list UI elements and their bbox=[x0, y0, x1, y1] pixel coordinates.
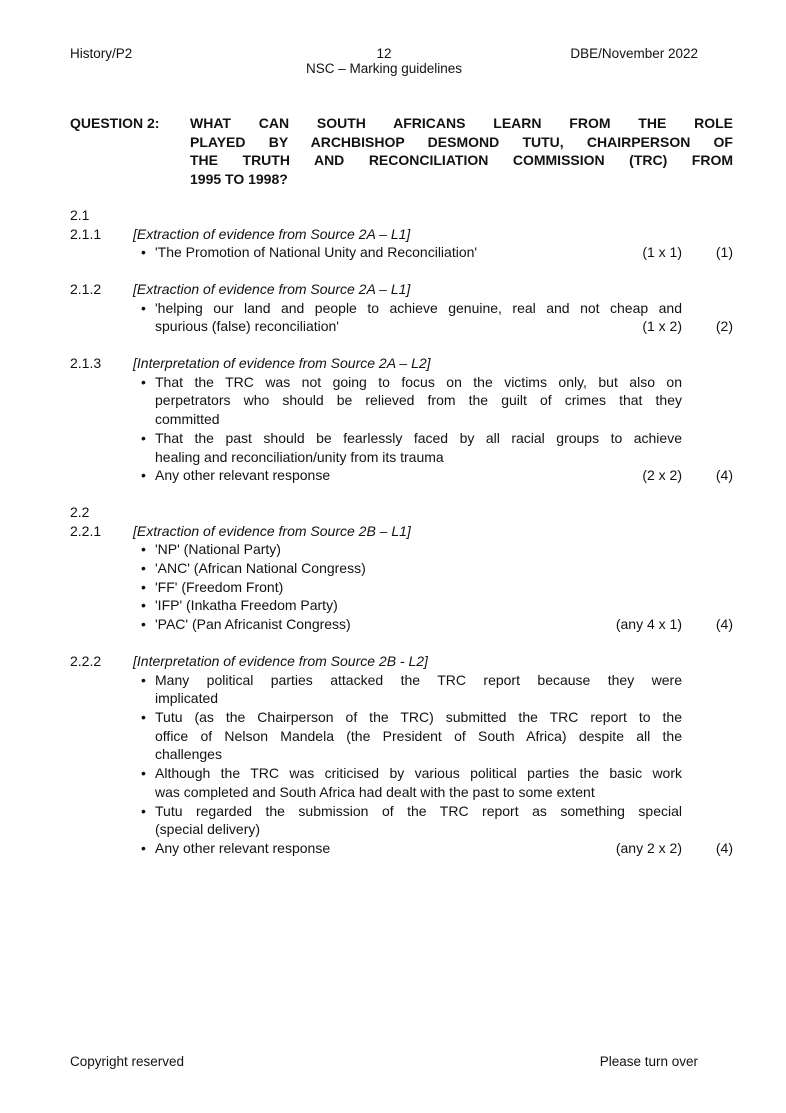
section-number: 2.2 bbox=[70, 503, 90, 520]
answer-item bbox=[70, 280, 733, 336]
mark-total: (1) bbox=[715, 244, 733, 261]
bullet-icon: • bbox=[141, 802, 146, 819]
bullet-item bbox=[133, 596, 733, 615]
question-title-line: THE TRUTH AND RECONCILIATION COMMISSION (TRC) FROM bbox=[190, 152, 733, 169]
item-number: 2.2.1 bbox=[70, 522, 102, 539]
question-heading bbox=[70, 114, 733, 189]
bullet-text bbox=[155, 429, 682, 466]
item-heading: [Extraction of evidence from Source 2A – L1] bbox=[133, 225, 411, 242]
bullet-text bbox=[155, 466, 682, 485]
bullet-line: That the past should be fearlessly faced by all racial groups to achieve bbox=[155, 429, 682, 446]
bullet-icon: • bbox=[141, 839, 146, 856]
bullet-icon: • bbox=[141, 765, 146, 782]
bullet-line: Any other relevant response bbox=[155, 467, 331, 484]
item-body bbox=[133, 354, 733, 485]
bullet-icon: • bbox=[141, 429, 146, 446]
header-subtitle: NSC – Marking guidelines bbox=[305, 61, 463, 76]
mark-allocation: (any 4 x 1) bbox=[615, 616, 682, 633]
bullet-text bbox=[155, 839, 682, 858]
bullet-icon: • bbox=[141, 541, 146, 558]
bullet-item bbox=[133, 578, 733, 597]
bullet-line: challenges bbox=[155, 746, 222, 763]
item-heading: [Interpretation of evidence from Source 2A – L2] bbox=[133, 355, 431, 372]
bullet-icon: • bbox=[141, 373, 146, 390]
bullet-line: spurious (false) reconciliation' bbox=[155, 318, 339, 335]
bullet-item bbox=[133, 671, 733, 708]
bullet-icon: • bbox=[141, 671, 146, 688]
bullet-line: healing and reconciliation/unity from its trauma bbox=[155, 448, 444, 465]
question-title-line: WHAT CAN SOUTH AFRICANS LEARN FROM THE ROLE bbox=[190, 115, 733, 131]
bullet-line: 'NP' (National Party) bbox=[155, 541, 281, 558]
bullet-line: 'The Promotion of National Unity and Reconciliation' bbox=[155, 244, 478, 261]
question-title-line: PLAYED BY ARCHBISHOP DESMOND TUTU, CHAIRPERSON OF bbox=[190, 133, 733, 150]
bullet-icon: • bbox=[141, 708, 146, 725]
bullet-item bbox=[133, 615, 733, 634]
bullet-line: Although the TRC was criticised by various political parties the basic work bbox=[155, 765, 682, 782]
bullet-line: implicated bbox=[155, 690, 219, 707]
bullet-item bbox=[133, 764, 733, 801]
bullet-text bbox=[155, 708, 682, 764]
bullet-text bbox=[155, 559, 682, 578]
bullet-line: 'ANC' (African National Congress) bbox=[155, 560, 366, 577]
mark-total: (4) bbox=[715, 467, 733, 484]
question-title bbox=[190, 114, 733, 189]
bullet-line: That the TRC was not going to focus on the victims only, but also on bbox=[155, 373, 682, 390]
mark-allocation: (1 x 2) bbox=[642, 318, 682, 335]
bullet-icon: • bbox=[141, 597, 146, 614]
item-heading: [Extraction of evidence from Source 2A – L1] bbox=[133, 280, 411, 297]
bullet-line: 'PAC' (Pan Africanist Congress) bbox=[155, 616, 351, 633]
bullet-item bbox=[133, 373, 733, 429]
bullet-text bbox=[155, 596, 682, 615]
bullet-item bbox=[133, 540, 733, 559]
item-body bbox=[133, 652, 733, 858]
bullet-line: Tutu regarded the submission of the TRC report as something special bbox=[155, 802, 682, 819]
item-heading: [Interpretation of evidence from Source 2B - L2] bbox=[133, 652, 428, 669]
answers-body bbox=[70, 206, 733, 858]
bullet-item bbox=[133, 299, 733, 336]
item-number: 2.2.2 bbox=[70, 652, 102, 669]
header-exam-ref: DBE/November 2022 bbox=[570, 46, 698, 61]
bullet-item bbox=[133, 466, 733, 485]
item-body bbox=[133, 280, 733, 336]
answer-item bbox=[70, 225, 733, 262]
item-heading: [Extraction of evidence from Source 2B – L1] bbox=[133, 522, 411, 539]
item-number: 2.1.1 bbox=[70, 225, 102, 242]
mark-total: (2) bbox=[715, 318, 733, 335]
item-body bbox=[133, 225, 733, 262]
bullet-text bbox=[155, 540, 682, 559]
bullet-line: Tutu (as the Chairperson of the TRC) submitted the TRC report to the bbox=[155, 708, 682, 725]
page-number: 12 bbox=[376, 46, 392, 61]
bullet-line: Many political parties attacked the TRC report because they were bbox=[155, 671, 682, 688]
answer-item bbox=[70, 354, 733, 485]
item-body bbox=[133, 522, 733, 634]
bullet-line: (special delivery) bbox=[155, 821, 261, 838]
bullet-text bbox=[155, 299, 682, 336]
section-number: 2.1 bbox=[70, 206, 90, 223]
bullet-icon: • bbox=[141, 616, 146, 633]
header-doc-ref: History/P2 bbox=[70, 46, 133, 61]
bullet-line: office of Nelson Mandela (the President of South Africa) despite all the bbox=[155, 727, 682, 744]
bullet-line: 'FF' (Freedom Front) bbox=[155, 578, 284, 595]
bullet-item bbox=[133, 839, 733, 858]
item-number: 2.1.3 bbox=[70, 355, 102, 372]
bullet-icon: • bbox=[141, 244, 146, 261]
bullet-item bbox=[133, 802, 733, 839]
footer-turn-over: Please turn over bbox=[599, 1054, 698, 1069]
mark-total: (4) bbox=[715, 616, 733, 633]
doc-header bbox=[70, 46, 733, 76]
bullet-item bbox=[133, 559, 733, 578]
mark-total: (4) bbox=[715, 839, 733, 856]
bullet-item bbox=[133, 429, 733, 466]
bullet-text bbox=[155, 373, 682, 429]
item-number: 2.1.2 bbox=[70, 280, 102, 297]
bullet-text bbox=[155, 578, 682, 597]
bullet-line: 'IFP' (Inkatha Freedom Party) bbox=[155, 597, 338, 614]
bullet-icon: • bbox=[141, 467, 146, 484]
bullet-line: perpetrators who should be relieved from the guilt of crimes that they bbox=[155, 392, 682, 409]
mark-allocation: (2 x 2) bbox=[642, 467, 682, 484]
bullet-text bbox=[155, 615, 682, 634]
mark-allocation: (1 x 1) bbox=[642, 244, 682, 261]
bullet-line: 'helping our land and people to achieve genuine, real and not cheap and bbox=[155, 299, 682, 316]
bullet-text bbox=[155, 764, 682, 801]
header-center bbox=[306, 46, 462, 76]
bullet-text bbox=[155, 671, 682, 708]
mark-allocation: (any 2 x 2) bbox=[615, 839, 682, 856]
bullet-icon: • bbox=[141, 299, 146, 316]
bullet-line: Any other relevant response bbox=[155, 839, 331, 856]
bullet-icon: • bbox=[141, 560, 146, 577]
bullet-text bbox=[155, 243, 682, 262]
bullet-item bbox=[133, 708, 733, 764]
bullet-icon: • bbox=[141, 578, 146, 595]
question-label: QUESTION 2: bbox=[70, 115, 160, 131]
doc-footer bbox=[70, 1054, 698, 1069]
bullet-item bbox=[133, 243, 733, 262]
bullet-line: committed bbox=[155, 411, 220, 428]
bullet-text bbox=[155, 802, 682, 839]
answer-item bbox=[70, 522, 733, 634]
bullet-line: was completed and South Africa had dealt with the past to some extent bbox=[155, 783, 595, 800]
footer-copyright: Copyright reserved bbox=[70, 1054, 185, 1069]
question-title-line: 1995 TO 1998? bbox=[190, 171, 288, 188]
answer-item bbox=[70, 652, 733, 858]
